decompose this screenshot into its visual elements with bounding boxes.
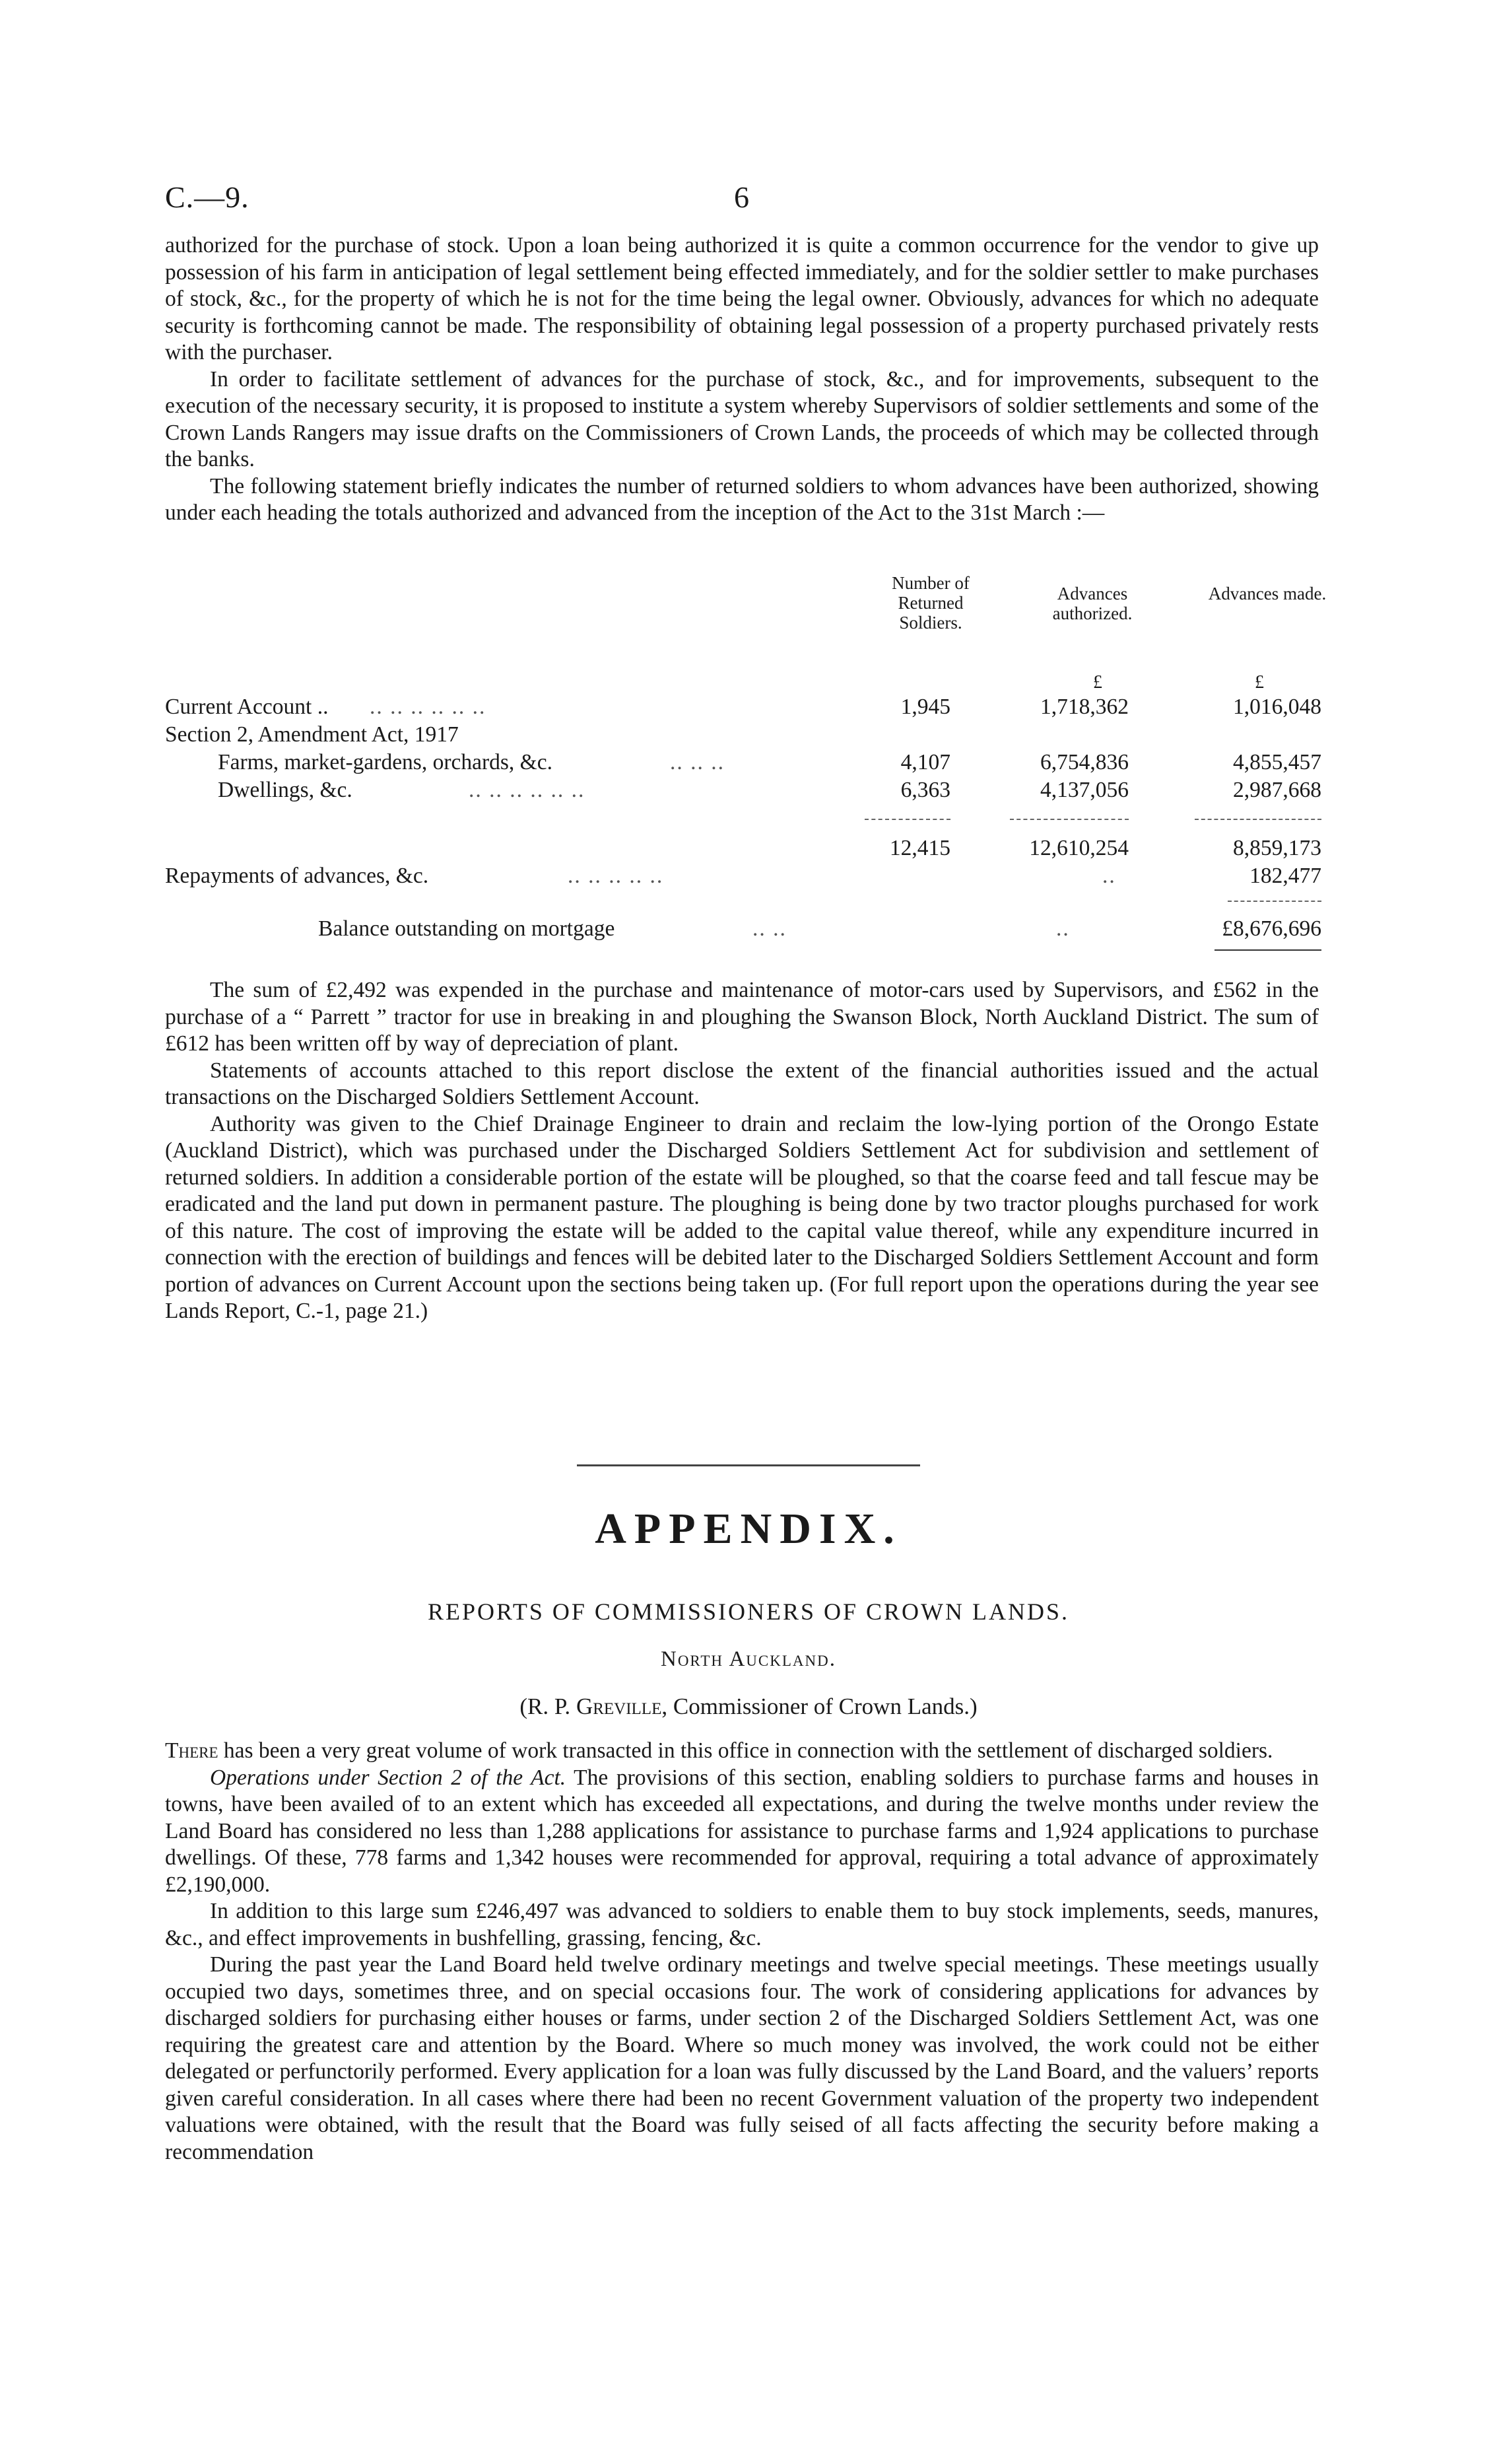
intro-text <box>165 232 1319 527</box>
authorized-value: 6,754,836 <box>1040 750 1129 774</box>
leader-dots: .. .. .. .. .. <box>568 864 664 888</box>
section-divider <box>577 1464 920 1466</box>
appendix-text <box>165 1738 1319 2166</box>
soldiers-total: 12,415 <box>889 836 950 860</box>
appendix-subtitle: REPORTS OF COMMISSIONERS OF CROWN LANDS. <box>428 1598 1069 1625</box>
paragraph: authorized for the purchase of stock. Upon a loan being authorized it is quite a common occurrence for the vendor to give up possession of his farm in anticipation of legal settlement being effected immediately, and for the soldier settler to make purchases of stock, &c., for the property of which he is not for the time being the legal owner. Obviously, advances for which no adequate security is forthcoming cannot be made. The responsibility of obtaining legal possession of a property purchased privately rests with the purchaser. <box>165 233 1319 364</box>
report-reference: C.—9. <box>165 180 249 214</box>
paragraph: Authority was given to the Chief Drainage Engineer to drain and reclaim the low-lying portion of the Orongo Estate (Auckland District), which was purchased under the Discharged Soldiers Settlement Act for subdivision and settlement of returned soldiers. In addition a considerable portion of the estate will be ploughed, so that the coarse feed and tall fescue may be eradicated and the land put down in permanent pasture. The ploughing is being done by two tractor ploughs purchased for work of this nature. The cost of improving the estate will be added to the capital value thereof, while any expenditure incurred in connection with the erection of buildings and fences will be debited later to the Discharged Soldiers Settlement Account and form portion of advances on Current Account upon the sections being taken up. (For full report upon the operations during the year see Lands Report, C.-1, page 21.) <box>165 1111 1319 1323</box>
authorized-value: 1,718,362 <box>1040 695 1129 719</box>
row-label: Farms, market-gardens, orchards, &c. <box>218 750 552 774</box>
table-row <box>165 695 1327 722</box>
page-number: 6 <box>734 180 749 214</box>
appendix-title: APPENDIX. <box>595 1505 902 1553</box>
subtotal-rule <box>1010 819 1129 820</box>
paragraph: In addition to this large sum £246,497 was advanced to soldiers to enable them to buy stock implements, seeds, manures, &c., and effect improvements in bushfelling, grassing, fencing, &c. <box>165 1899 1319 1950</box>
paragraph-text: The provisions of this section, enabling soldiers to purchase farms and houses in towns, have been availed of to an extent which has exceeded all expectations, and during the twelve months under review the Land Board has considered no less than 1,288 applications for assistance to purchase farms and 1,924 applications to purchase dwellings. Of these, 778 farms and 1,342 houses were recommended for approval, requiring a total advance of approximately £2,190,000. <box>165 1765 1319 1897</box>
balance-underline <box>1214 949 1321 951</box>
row-label: Repayments of advances, &c. <box>165 864 429 888</box>
soldiers-value: 1,945 <box>900 695 950 719</box>
commissioner-close: , Commissioner of Crown Lands.) <box>661 1694 978 1719</box>
advances-statement-table <box>165 573 1327 956</box>
paragraph: Statements of accounts attached to this report disclose the extent of the financial authorities issued and the actual transactions on the Discharged Soldiers Settlement Account. <box>165 1058 1319 1109</box>
commissioner-name: Greville <box>576 1694 662 1719</box>
column-header-made: Advances made. <box>1208 584 1327 603</box>
row-label: Dwellings, &c. <box>218 778 352 802</box>
row-label: Balance outstanding on mortgage <box>318 916 615 941</box>
paragraph-text: has been a very great volume of work transacted in this office in connection with the settlement of discharged soldiers. <box>218 1738 1273 1763</box>
totals-row <box>165 836 1327 864</box>
lead-word: There <box>165 1738 218 1763</box>
paragraph: In order to facilitate settlement of advances for the purchase of stock, &c., and for improvements, subsequent to the execution of the necessary security, it is proposed to institute a system whereby Supervisors of soldier settlements and some of the Crown Lands Rangers may issue drafts on the Commissioners of Crown Lands, the proceeds of which may be collected through the banks. <box>165 366 1319 471</box>
repayments-row <box>165 864 1327 891</box>
section-heading: Operations under Section 2 of the Act. <box>210 1765 566 1790</box>
table-row <box>165 722 1327 750</box>
leader-dots: .. .. <box>752 916 787 941</box>
balance-row <box>165 916 1327 944</box>
body-text <box>165 977 1319 1325</box>
currency-symbol: £ <box>1093 672 1102 693</box>
paragraph <box>165 1765 1319 1899</box>
column-header-authorized: Advances authorized. <box>1052 584 1133 623</box>
commissioner-open: (R. P. <box>519 1694 576 1719</box>
paragraph: During the past year the Land Board held twelve ordinary meetings and twelve special meetings. These meetings usually occupied two days, sometimes three, and on special occasions four. The work of considering applications for advances by discharged soldiers for purchasing either houses or farms, under section 2 of the Discharged Soldiers Settlement Act, was one requiring the greatest care and attention by the Board. Where so much money was involved, the work could not be either delegated or perfunctorily performed. Every application for a loan was fully discussed by the Land Board, and the valuers’ reports given careful consideration. In all cases where there had been no recent Government valuation of the property two independent valuations were obtained, with the result that the Board was fully seised of all facts affecting the security before making a recommendation <box>165 1952 1319 2164</box>
subtotal-rule <box>1195 819 1321 820</box>
subtotal-rule <box>865 819 950 820</box>
table-row <box>165 750 1327 778</box>
repayments-value: 182,477 <box>1249 864 1321 888</box>
row-label: Current Account .. <box>165 695 329 719</box>
made-value: 1,016,048 <box>1233 695 1321 719</box>
column-header-soldiers: Number of Returned Soldiers. <box>892 573 970 633</box>
currency-symbol: £ <box>1255 672 1264 693</box>
authorized-total: 12,610,254 <box>1029 836 1129 860</box>
leader-dots: .. .. .. .. .. .. <box>370 695 486 719</box>
balance-value: £8,676,696 <box>1222 916 1321 941</box>
paragraph <box>165 1738 1319 1765</box>
leader-dots: .. <box>1102 864 1116 888</box>
table-row <box>165 778 1327 805</box>
made-total: 8,859,173 <box>1233 836 1321 860</box>
leader-dots: .. .. .. .. .. .. <box>469 778 585 802</box>
commissioner-line <box>0 1694 1497 1720</box>
leader-dots: .. .. .. <box>670 750 725 774</box>
soldiers-value: 4,107 <box>900 750 950 774</box>
authorized-value: 4,137,056 <box>1040 778 1129 802</box>
paragraph: The sum of £2,492 was expended in the purchase and maintenance of motor-cars used by Supervisors, and £562 in the purchase of a “ Parrett ” tractor for use in breaking in and ploughing the Swanson Block, North Auckland District. The sum of £612 has been written off by way of depreciation of plant. <box>165 978 1319 1056</box>
soldiers-value: 6,363 <box>900 778 950 802</box>
row-label: Section 2, Amendment Act, 1917 <box>165 722 459 747</box>
leader-dots: .. <box>1056 916 1070 941</box>
paragraph: The following statement briefly indicates the number of returned soldiers to whom advances have been authorized, showing under each heading the totals authorized and advanced from the inception of the Act to the 31st March :— <box>165 473 1319 525</box>
balance-rule <box>1228 901 1321 902</box>
made-value: 2,987,668 <box>1233 778 1321 802</box>
district-heading: North Auckland. <box>660 1647 836 1671</box>
made-value: 4,855,457 <box>1233 750 1321 774</box>
